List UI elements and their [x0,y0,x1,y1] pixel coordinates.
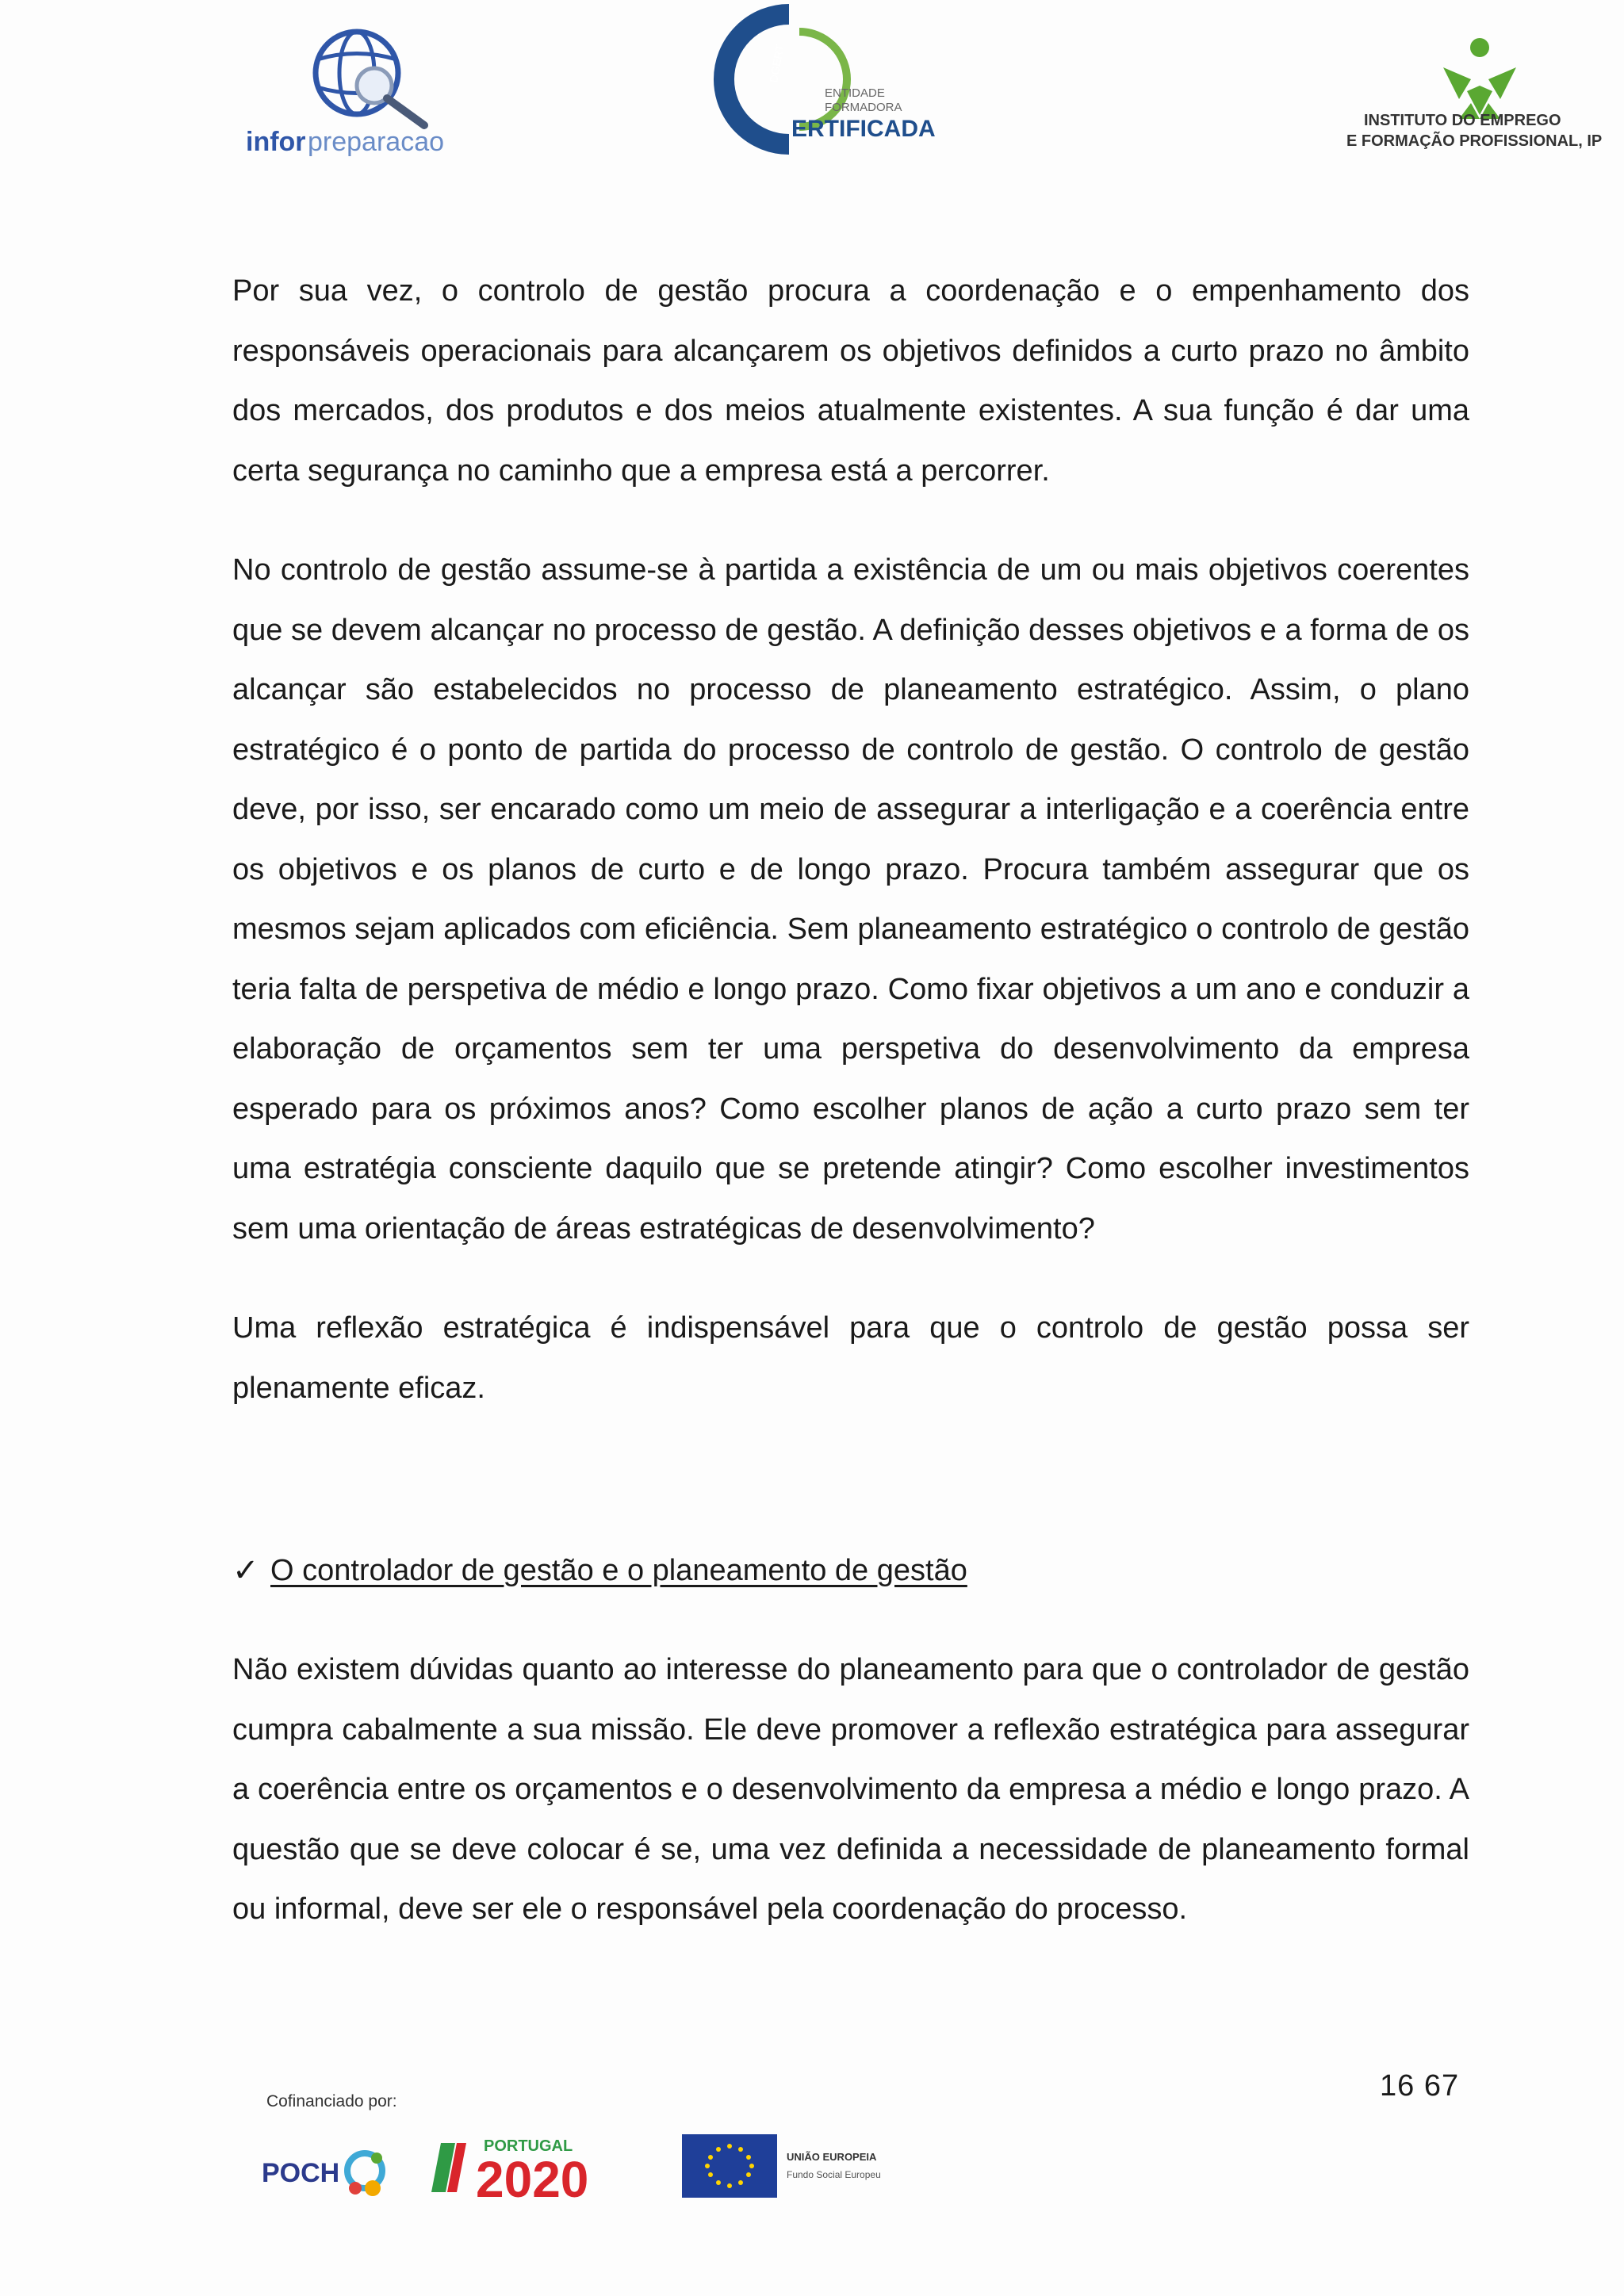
dgert-badge-text: DGERT [767,43,787,84]
year-text: 2020 [476,2151,589,2208]
page-number: 16 67 [1380,2069,1460,2103]
inforpreparacao-logo [238,24,468,163]
paragraph-1: Por sua vez, o controlo de gestão procura a coordenação e o empenhamento dos responsáveis operacionais para alcançarem os objetivos definidos a curto prazo no âmbito dos mercados, dos produtos e dos meios atualmente existentes. A sua função é dar uma certa segurança no caminho que a empresa está a percorrer. [232,274,1469,488]
portugal-text: PORTUGAL [484,2137,573,2155]
dgert-line1: ENTIDADE [825,86,885,100]
cofinanced-label: Cofinanciado por: [266,2092,397,2110]
eu-line2: Fundo Social Europeu [787,2169,881,2180]
section-title: O controlador de gestão e o planeamento de gestão [270,1554,967,1587]
iefp-logo [1340,24,1602,159]
document-body [232,262,1469,1980]
eu-line1: UNIÃO EUROPEIA [787,2151,877,2163]
preparacao-text: preparacao [308,127,445,157]
iefp-line2: E FORMAÇÃO PROFISSIONAL, IP [1346,132,1603,150]
paragraph-2: No controlo de gestão assume-se à partida a existência de um ou mais objetivos coerentes que se devem alcançar no processo de gestão. A definição desses objetivos e a forma de os alcançar são estabelecidos no processo de planeamento estratégico. Assim, o plano estratégico é o ponto de partida do processo de controlo de gestão. O controlo de gestão deve, por isso, ser encarado como um meio de assegurar a interligação e a coerência entre os objetivos e os planos de curto e de longo prazo. Procura também assegurar que os mesmos sejam aplicados com eficiência. Sem planeamento estratégico o controlo de gestão teria falta de perspetiva de médio e longo prazo. Como fixar objetivos a um ano e conduzir a elaboração de orçamentos sem ter uma perspetiva do desenvolvimento da empresa esperado para os próximos anos? Como escolher planos de ação a curto prazo sem ter uma estratégia consciente daquilo que se pretende atingir? Como escolher investimentos sem uma orientação de áreas estratégicas de desenvolvimento? [232,553,1469,1246]
dgert-certified-logo [714,8,936,151]
section-heading [232,1541,1469,1601]
cofinancing-footer [262,2089,975,2208]
checkmark-icon: ✓ [232,1553,259,1588]
portugal-2020-logo [428,2129,642,2208]
dgert-line2: FORMADORA [825,101,902,114]
infor-text: infor [246,127,306,157]
eu-social-fund-logo [682,2130,920,2202]
poch-text: POCH [262,2158,340,2188]
page-header [0,0,1624,174]
paragraph-3: Uma reflexão estratégica é indispensável para que o controlo de gestão possa ser plenamente eficaz. [232,1311,1469,1405]
iefp-line1: INSTITUTO DO EMPREGO [1364,112,1561,129]
poch-logo [262,2133,396,2212]
section-paragraph: Não existem dúvidas quanto ao interesse do planeamento para que o controlador de gestão cumpra cabalmente a sua missão. Ele deve promover a reflexão estratégica para assegurar a coerência entre os orçamentos e o desenvolvimento da empresa a médio e longo prazo. A questão que se deve colocar é se, uma vez definida a necessidade de planeamento formal ou informal, deve ser ele o responsável pela coordenação do processo. [232,1653,1469,1926]
dgert-line3: ERTIFICADA [791,116,936,142]
